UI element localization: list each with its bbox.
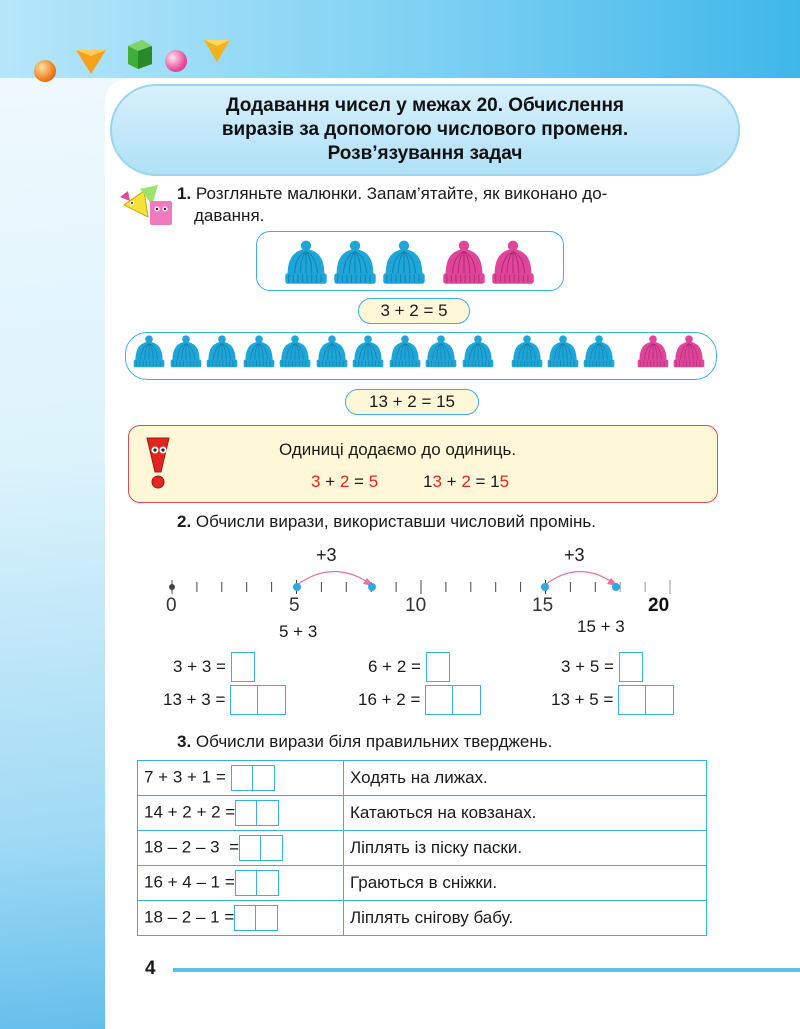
statement-cell: Граються в сніжки. bbox=[344, 866, 707, 901]
top-band bbox=[0, 0, 800, 78]
answer-box-tens[interactable] bbox=[230, 685, 258, 715]
orange-ball-icon bbox=[34, 60, 56, 82]
rule-ex1-c: 2 bbox=[339, 472, 350, 491]
rule-text: Одиниці додаємо до одиниць. bbox=[279, 440, 517, 459]
task-1-text bbox=[177, 183, 607, 227]
title-line-3: Розв’язування задач bbox=[327, 143, 523, 164]
answer-boxes bbox=[231, 765, 275, 791]
table-row bbox=[138, 901, 707, 936]
blue-hat-icon bbox=[380, 240, 428, 291]
point-18 bbox=[612, 583, 620, 591]
expr-cell bbox=[138, 866, 344, 901]
table-row bbox=[138, 866, 707, 901]
expr-13-plus-5 bbox=[551, 685, 674, 715]
task-1-line-2: давання. bbox=[194, 206, 265, 225]
statement-cell: Ліплять снігову бабу. bbox=[344, 901, 707, 936]
caption-15-plus-3: 15 + 3 bbox=[577, 617, 625, 636]
rule-example-2 bbox=[423, 472, 509, 492]
pencil-characters-icon bbox=[118, 183, 176, 229]
expr-cell bbox=[138, 831, 344, 866]
blue-hat-icon bbox=[132, 335, 166, 374]
expr-cell bbox=[138, 761, 344, 796]
pink-hat-icon bbox=[489, 240, 537, 291]
expr-text: 7 + 3 + 1 = bbox=[144, 767, 226, 787]
rule-ex2-c: + bbox=[441, 472, 462, 491]
answer-box-tens[interactable] bbox=[235, 870, 257, 896]
answer-box-tens[interactable] bbox=[234, 905, 256, 931]
answer-boxes bbox=[235, 800, 279, 826]
answer-box[interactable] bbox=[619, 652, 643, 682]
expr-3-plus-3 bbox=[173, 652, 255, 682]
task-1-line-1: Розгляньте малюнки. Запам’ятайте, як виконано до- bbox=[195, 184, 608, 203]
table-row bbox=[138, 796, 707, 831]
answer-box-units[interactable] bbox=[258, 685, 286, 715]
answer-box-units[interactable] bbox=[253, 765, 275, 791]
answer-box-units[interactable] bbox=[453, 685, 481, 715]
blue-hat-icon bbox=[242, 335, 276, 374]
blue-hat-icon bbox=[351, 335, 385, 374]
answer-boxes bbox=[234, 905, 278, 931]
expr-text: 16 + 4 – 1 = bbox=[144, 872, 235, 892]
caption-5-plus-3: 5 + 3 bbox=[279, 622, 318, 641]
rule-ex1-a: 3 bbox=[311, 472, 321, 491]
rule-ex2-b: 3 bbox=[432, 472, 442, 491]
point-15 bbox=[541, 583, 549, 591]
expr-6-plus-2 bbox=[368, 652, 450, 682]
expr-cell bbox=[138, 901, 344, 936]
green-cube-icon bbox=[124, 38, 154, 70]
arc-label-1: +3 bbox=[316, 545, 337, 565]
task-1-number: 1. bbox=[177, 184, 192, 203]
blue-hat-icon bbox=[424, 335, 458, 374]
blue-hat-icon bbox=[546, 335, 580, 374]
blue-hat-icon bbox=[582, 335, 616, 374]
blue-hat-icon bbox=[331, 240, 379, 291]
lesson-title bbox=[110, 84, 740, 176]
equation-big-pill: 13 + 2 = 15 bbox=[345, 389, 479, 415]
expr-text: 18 – 2 – 3 = bbox=[144, 837, 239, 857]
task-2-text bbox=[177, 511, 596, 533]
answer-boxes bbox=[239, 835, 283, 861]
statement-cell: Ліплять із піску паски. bbox=[344, 831, 707, 866]
blue-hat-icon bbox=[461, 335, 495, 374]
expr-text: 13 + 3 = bbox=[163, 690, 226, 709]
point-8 bbox=[368, 583, 376, 591]
rule-ex2-g: 5 bbox=[499, 472, 510, 491]
rule-ex1-d: = bbox=[349, 472, 369, 491]
blue-hat-icon bbox=[510, 335, 544, 374]
yellow-cone-icon bbox=[202, 36, 232, 64]
exclamation-character-icon bbox=[143, 434, 173, 492]
axis-label-5: 5 bbox=[289, 595, 300, 616]
task-3-instruction: Обчисли вирази біля правильних тверджень. bbox=[195, 732, 553, 751]
answer-box-tens[interactable] bbox=[239, 835, 261, 861]
rule-ex2-e: = bbox=[470, 472, 491, 491]
answer-box[interactable] bbox=[426, 652, 450, 682]
blue-hat-icon bbox=[282, 240, 330, 291]
footer-line bbox=[173, 968, 800, 972]
statement-cell: Катаються на ковзанах. bbox=[344, 796, 707, 831]
blue-hat-icon bbox=[388, 335, 422, 374]
axis-label-10: 10 bbox=[405, 595, 427, 616]
task-3-number: 3. bbox=[177, 732, 192, 751]
blue-hat-icon bbox=[278, 335, 312, 374]
arc-15-to-18 bbox=[545, 572, 616, 586]
answer-box-tens[interactable] bbox=[425, 685, 453, 715]
title-line-1: Додавання чисел у межах 20. Обчислення bbox=[225, 95, 625, 116]
expr-text: 13 + 5 = bbox=[551, 690, 614, 709]
expr-text: 18 – 2 – 1 = bbox=[144, 907, 235, 927]
axis-label-15: 15 bbox=[532, 595, 554, 616]
task-2-instruction: Обчисли вирази, використавши числовий промінь. bbox=[195, 512, 597, 531]
pink-hat-icon bbox=[636, 335, 670, 374]
rule-box bbox=[128, 425, 718, 503]
equation-small-pill: 3 + 2 = 5 bbox=[358, 298, 470, 324]
rule-example-1 bbox=[311, 472, 378, 492]
expr-text: 14 + 2 + 2 = bbox=[144, 802, 236, 822]
answer-box-units[interactable] bbox=[256, 905, 278, 931]
rule-ex2-a: 1 bbox=[423, 472, 433, 491]
answer-box-units[interactable] bbox=[261, 835, 283, 861]
arc-5-to-8 bbox=[297, 572, 372, 586]
rule-ex2-d: 2 bbox=[461, 472, 471, 491]
axis-label-0: 0 bbox=[166, 595, 177, 616]
number-line bbox=[150, 540, 710, 620]
expr-text: 3 + 3 = bbox=[173, 657, 226, 676]
answer-box-units[interactable] bbox=[257, 870, 279, 896]
answer-boxes bbox=[235, 870, 279, 896]
rule-ex2-f: 1 bbox=[490, 472, 500, 491]
table-row bbox=[138, 831, 707, 866]
pink-ball-icon bbox=[165, 50, 187, 72]
title-line-2: виразів за допомогою числового променя. bbox=[221, 119, 629, 140]
statement-cell: Ходять на лижах. bbox=[344, 761, 707, 796]
answer-box-tens[interactable] bbox=[618, 685, 646, 715]
axis-label-20: 20 bbox=[648, 595, 670, 616]
pink-hat-icon bbox=[440, 240, 488, 291]
answer-box-tens[interactable] bbox=[235, 800, 257, 826]
expr-13-plus-3 bbox=[163, 685, 286, 715]
expr-3-plus-5 bbox=[561, 652, 643, 682]
rule-ex1-e: 5 bbox=[368, 472, 379, 491]
expr-cell bbox=[138, 796, 344, 831]
expr-text: 6 + 2 = bbox=[368, 657, 421, 676]
arc-label-2: +3 bbox=[564, 545, 585, 565]
expr-text: 16 + 2 = bbox=[358, 690, 421, 709]
blue-hat-icon bbox=[315, 335, 349, 374]
answer-box-units[interactable] bbox=[646, 685, 674, 715]
number-line-ticks bbox=[172, 580, 670, 594]
task-3-table bbox=[137, 760, 707, 936]
answer-box-units[interactable] bbox=[257, 800, 279, 826]
number-line-origin bbox=[169, 584, 175, 590]
expr-text: 3 + 5 = bbox=[561, 657, 614, 676]
task-2-number: 2. bbox=[177, 512, 192, 531]
blue-hat-icon bbox=[169, 335, 203, 374]
expr-16-plus-2 bbox=[358, 685, 481, 715]
rule-ex1-b: + bbox=[320, 472, 340, 491]
answer-box[interactable] bbox=[231, 652, 255, 682]
point-5 bbox=[293, 583, 301, 591]
answer-box-tens[interactable] bbox=[231, 765, 253, 791]
blue-hat-icon bbox=[205, 335, 239, 374]
orange-cone-icon bbox=[74, 46, 108, 76]
page-number: 4 bbox=[145, 958, 156, 979]
table-row bbox=[138, 761, 707, 796]
task-3-text bbox=[177, 731, 552, 753]
pink-hat-icon bbox=[672, 335, 706, 374]
